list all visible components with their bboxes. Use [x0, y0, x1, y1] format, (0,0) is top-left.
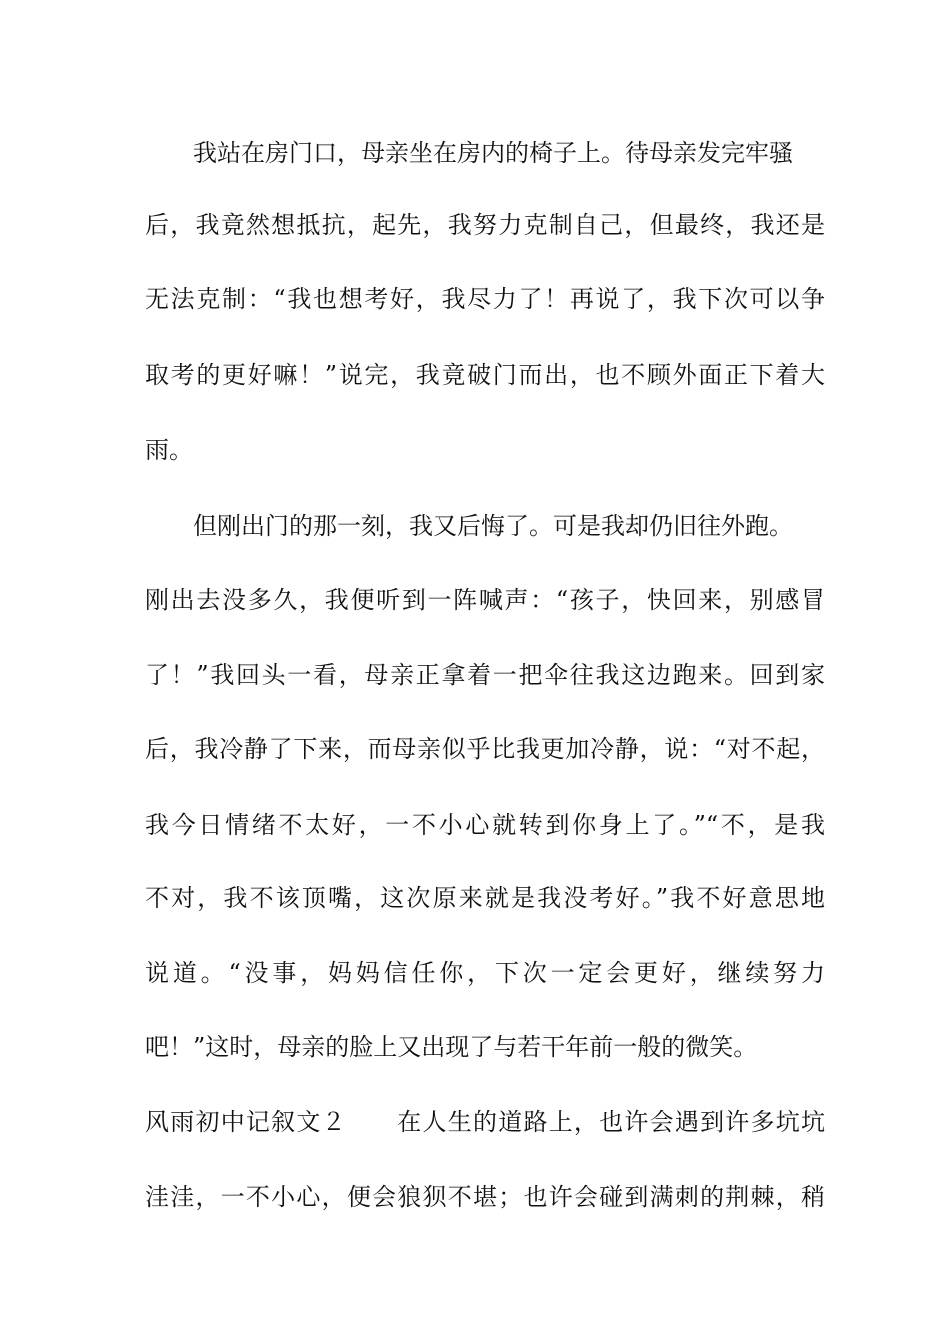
paragraph-line: 洼洼，一不小心，便会狼狈不堪；也许会碰到满刺的荆棘，稍 [145, 1183, 825, 1211]
paragraph-line: 取考的更好嘛！”说完，我竟破门而出，也不顾外面正下着大 [145, 361, 825, 389]
paragraph-line: 了！”我回头一看，母亲正拿着一把伞往我这边跑来。回到家 [145, 661, 825, 689]
paragraph-line: 说道。“没事，妈妈信任你，下次一定会更好，继续努力 [145, 959, 825, 987]
paragraph-line: 后，我竟然想抵抗，起先，我努力克制自己，但最终，我还是 [145, 211, 825, 239]
paragraph-line: 吧！”这时，母亲的脸上又出现了与若干年前一般的微笑。 [145, 1033, 758, 1061]
paragraph-line: 雨。 [145, 436, 193, 464]
paragraph-line: 刚出去没多久，我便听到一阵喊声：“孩子，快回来，别感冒 [145, 586, 825, 614]
section-heading-line: 风雨初中记叙文２ 在人生的道路上，也许会遇到许多坑坑 [145, 1108, 825, 1136]
paragraph-line: 但刚出门的那一刻，我又后悔了。可是我却仍旧往外跑。 [193, 512, 793, 540]
paragraph-line: 无法克制：“我也想考好，我尽力了！再说了，我下次可以争 [145, 285, 825, 313]
paragraph-line: 我今日情绪不太好，一不小心就转到你身上了。”“不，是我 [145, 811, 825, 839]
paragraph-line: 不对，我不该顶嘴，这次原来就是我没考好。”我不好意思地 [145, 884, 825, 912]
paragraph-line: 后，我冷静了下来，而母亲似乎比我更加冷静，说：“对不起， [145, 735, 825, 763]
paragraph-line: 我站在房门口，母亲坐在房内的椅子上。待母亲发完牢骚 [193, 139, 793, 167]
